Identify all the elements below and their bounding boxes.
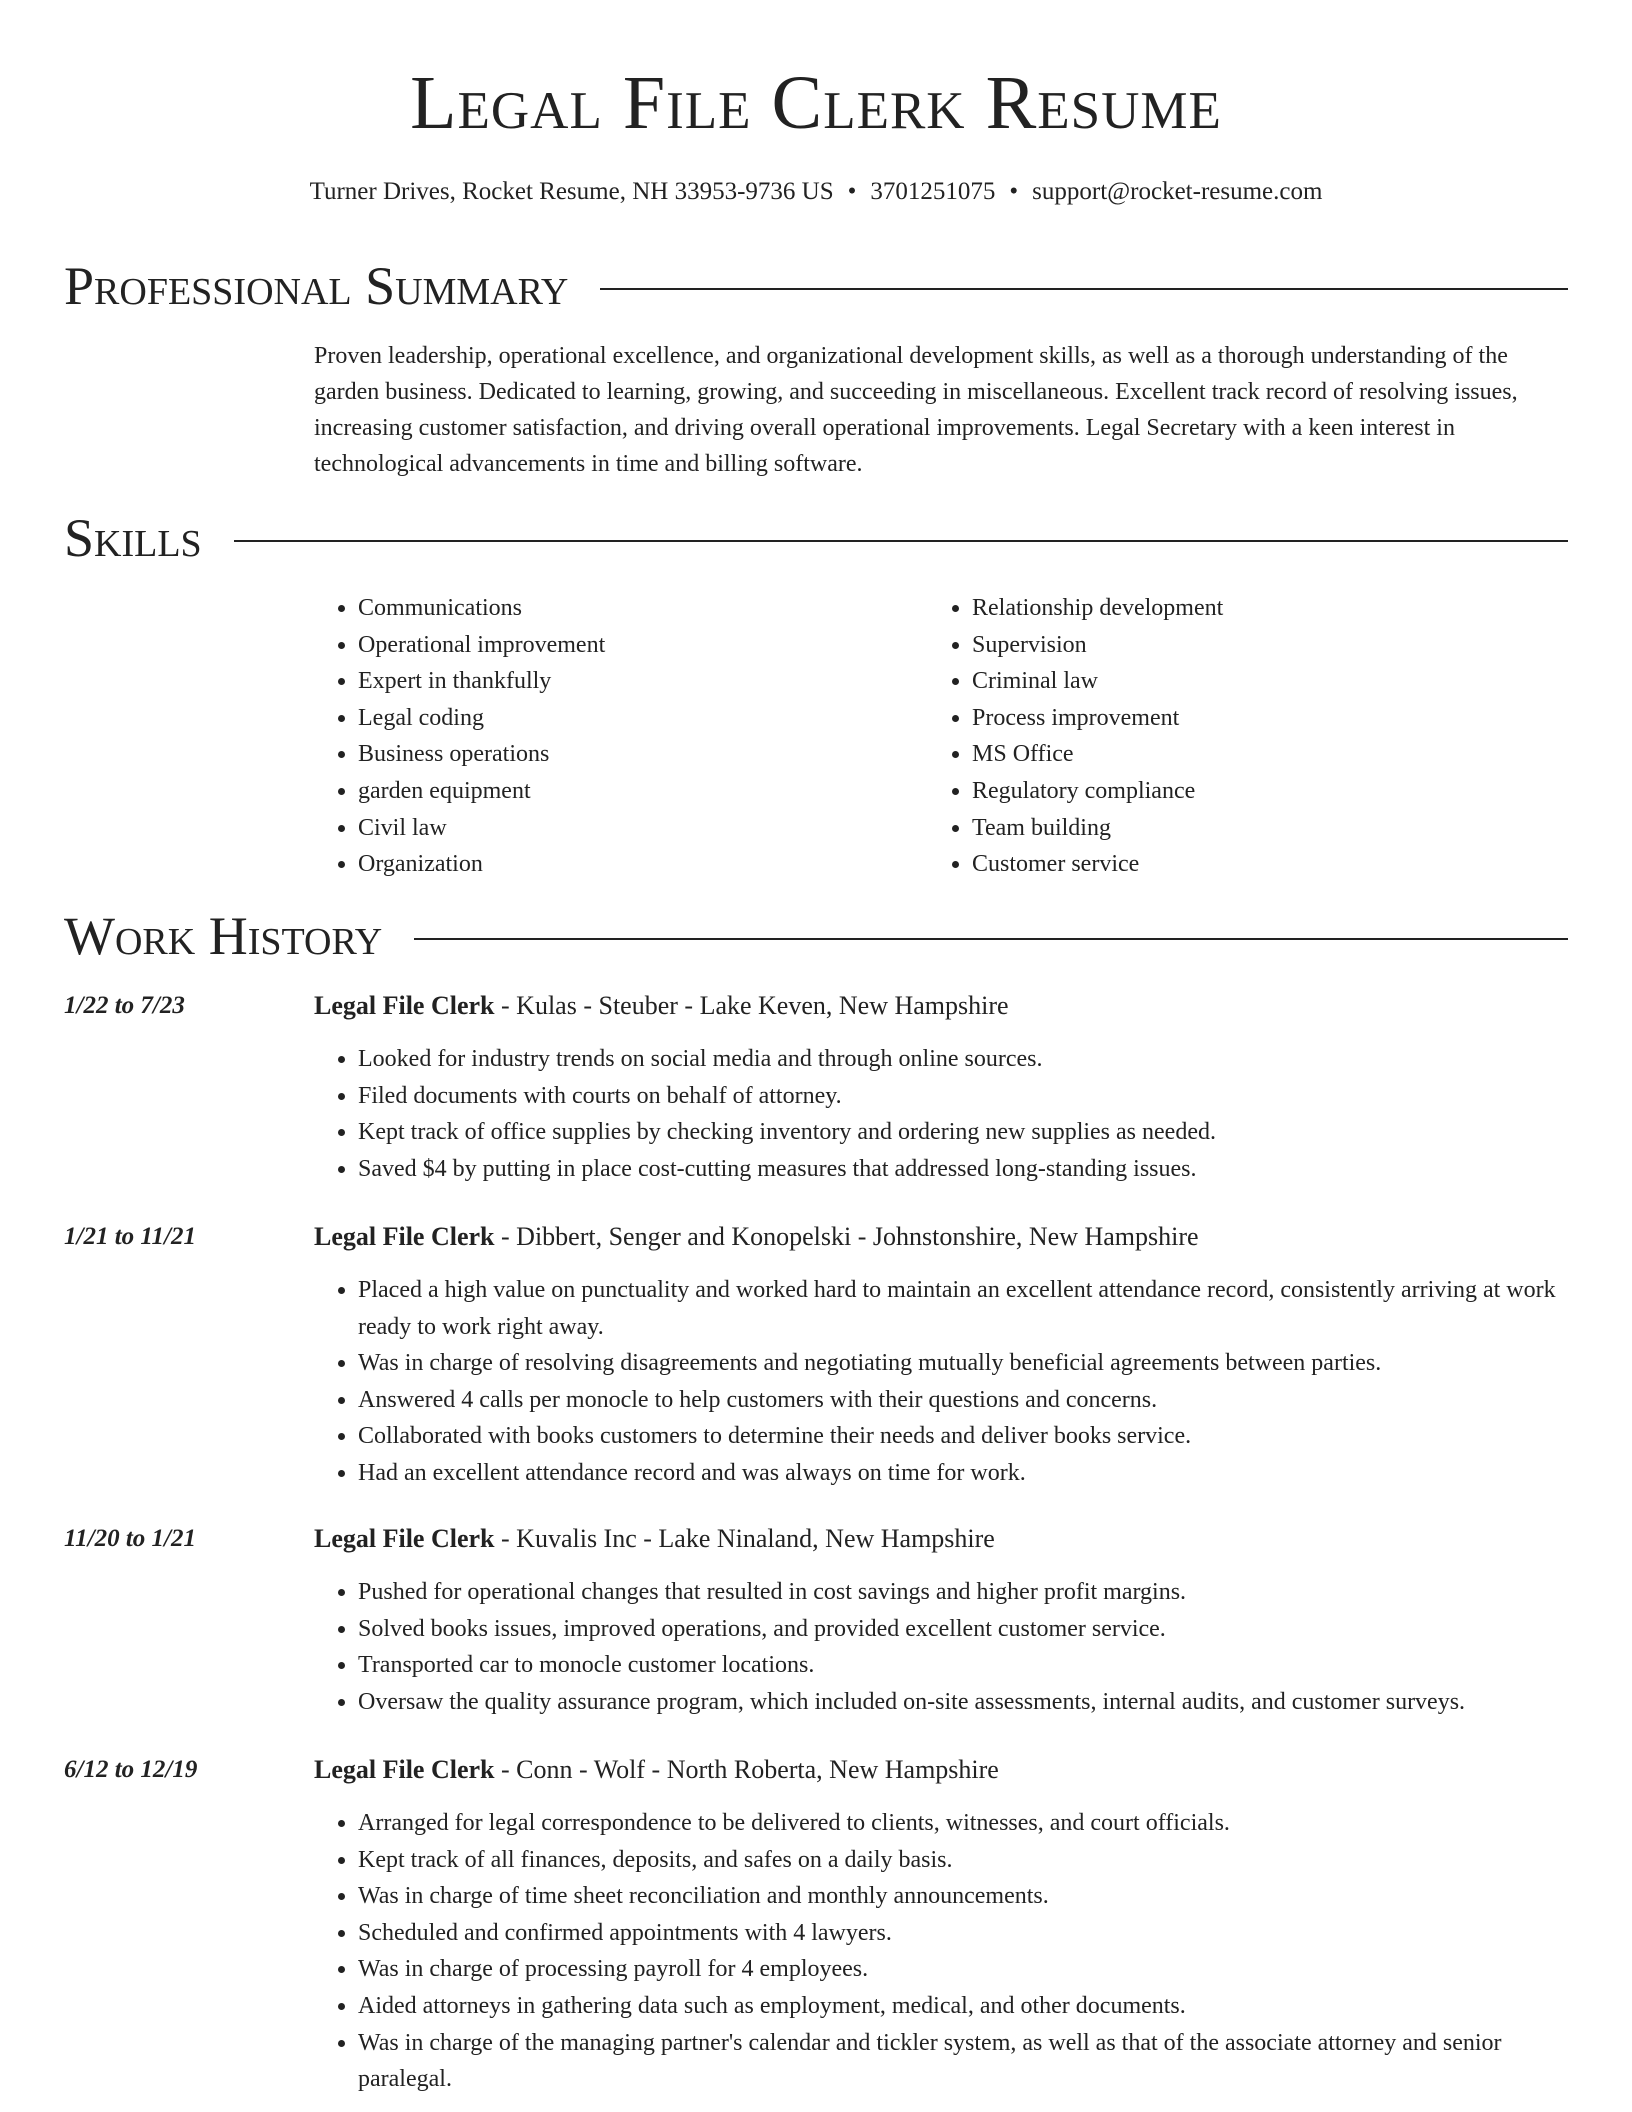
list-item: • Transported car to monocle customer locations. — [358, 1647, 1568, 1684]
list-item: • Scheduled and confirmed appointments with 4 lawyers. — [358, 1915, 1568, 1952]
job-dates: 1/21 to 11/21 — [64, 1223, 196, 1250]
job-employer: - Kuvalis Inc - Lake Ninaland, New Hampshire — [494, 1524, 995, 1553]
contact-phone: 3701251075 — [870, 178, 996, 205]
job-bullets — [314, 1041, 1568, 1187]
list-item: • Arranged for legal correspondence to be delivered to clients, witnesses, and court officials. — [358, 1805, 1568, 1842]
section-divider — [600, 288, 1568, 290]
list-item: • Filed documents with courts on behalf of attorney. — [358, 1078, 1568, 1115]
list-item: • Criminal law — [972, 663, 1508, 700]
job-title: Legal File Clerk — [314, 991, 495, 1020]
section-divider — [414, 938, 1568, 940]
contact-separator: • — [1009, 178, 1019, 205]
job-bullet-list — [314, 1574, 1568, 1720]
job-employer: - Conn - Wolf - North Roberta, New Hampshire — [494, 1755, 999, 1784]
job-bullet-list — [314, 1272, 1568, 1492]
job-bullet-list — [314, 1805, 1568, 2098]
summary-section-header — [64, 254, 1568, 318]
list-item: • Had an excellent attendance record and was always on time for work. — [358, 1455, 1568, 1492]
job-dates: 11/20 to 1/21 — [64, 1525, 196, 1552]
list-item: • Aided attorneys in gathering data such as employment, medical, and other documents. — [358, 1988, 1568, 2025]
summary-heading: Professional Summary — [64, 256, 569, 316]
list-item: • Oversaw the quality assurance program, which included on-site assessments, internal audits, and customer surveys. — [358, 1684, 1568, 1721]
job-header — [314, 1220, 1199, 1254]
list-item: • Process improvement — [972, 700, 1508, 737]
section-divider — [234, 540, 1568, 542]
list-item: • Team building — [972, 810, 1508, 847]
list-item: • Solved books issues, improved operations, and provided excellent customer service. — [358, 1611, 1568, 1648]
list-item: • Operational improvement — [358, 627, 894, 664]
list-item: • Saved $4 by putting in place cost-cutting measures that addressed long-standing issues. — [358, 1151, 1568, 1188]
job-title: Legal File Clerk — [314, 1524, 495, 1553]
list-item: • MS Office — [972, 736, 1508, 773]
job-dates: 1/22 to 7/23 — [64, 992, 185, 1019]
job-header — [314, 989, 1009, 1023]
list-item: • Kept track of office supplies by checking inventory and ordering new supplies as needed. — [358, 1114, 1568, 1151]
work-section-header — [64, 904, 1568, 968]
skills-list-right — [928, 590, 1508, 883]
list-item: • Civil law — [358, 810, 894, 847]
list-item: • Organization — [358, 846, 894, 883]
list-item: • Regulatory compliance — [972, 773, 1508, 810]
job-employer: - Kulas - Steuber - Lake Keven, New Hampshire — [494, 991, 1009, 1020]
list-item: • Legal coding — [358, 700, 894, 737]
list-item: • Placed a high value on punctuality and worked hard to maintain an excellent attendance record, consistently arriving at work ready to work right away. — [358, 1272, 1568, 1345]
job-bullet-list — [314, 1041, 1568, 1187]
resume-title: Legal File Clerk Resume — [410, 61, 1222, 145]
list-item: • Supervision — [972, 627, 1508, 664]
contact-line — [0, 176, 1632, 208]
skills-section-header — [64, 506, 1568, 570]
contact-address: Turner Drives, Rocket Resume, NH 33953-9736 US — [309, 178, 834, 205]
list-item: • Kept track of all finances, deposits, and safes on a daily basis. — [358, 1842, 1568, 1879]
list-item: • Was in charge of the managing partner's calendar and tickler system, as well as that of the associate attorney and senior paralegal. — [358, 2025, 1568, 2098]
skills-list-left — [314, 590, 894, 883]
job-title: Legal File Clerk — [314, 1755, 495, 1784]
job-bullets — [314, 1574, 1568, 1720]
list-item: • Communications — [358, 590, 894, 627]
work-heading: Work History — [64, 906, 383, 966]
summary-text: Proven leadership, operational excellence, and organizational development skills, as well as a thorough understanding of the garden business. Dedicated to learning, growing, and succeeding in miscellaneous. Excellent track record of resolving issues, increasing customer satisfaction, and driving overall operational improvements. Legal Secretary with a keen interest in technological advancements in time and billing software. — [314, 343, 1518, 477]
list-item: • Was in charge of resolving disagreements and negotiating mutually beneficial agreements between parties. — [358, 1345, 1568, 1382]
skills-column-right — [928, 590, 1508, 883]
list-item: • Collaborated with books customers to determine their needs and deliver books service. — [358, 1418, 1568, 1455]
job-header — [314, 1522, 995, 1556]
list-item: • Expert in thankfully — [358, 663, 894, 700]
list-item: • garden equipment — [358, 773, 894, 810]
list-item: • Answered 4 calls per monocle to help customers with their questions and concerns. — [358, 1382, 1568, 1419]
list-item: • Customer service — [972, 846, 1508, 883]
job-bullets — [314, 1805, 1568, 2098]
list-item: • Looked for industry trends on social media and through online sources. — [358, 1041, 1568, 1078]
skills-heading: Skills — [64, 508, 202, 568]
list-item: • Pushed for operational changes that resulted in cost savings and higher profit margins. — [358, 1574, 1568, 1611]
job-dates: 6/12 to 12/19 — [64, 1756, 198, 1783]
list-item: • Business operations — [358, 736, 894, 773]
contact-email: support@rocket-resume.com — [1032, 178, 1323, 205]
skills-column-left — [314, 590, 894, 883]
job-bullets — [314, 1272, 1568, 1492]
list-item: • Relationship development — [972, 590, 1508, 627]
job-employer: - Dibbert, Senger and Konopelski - Johnstonshire, New Hampshire — [494, 1222, 1199, 1251]
list-item: • Was in charge of time sheet reconciliation and monthly announcements. — [358, 1878, 1568, 1915]
job-title: Legal File Clerk — [314, 1222, 495, 1251]
list-item: • Was in charge of processing payroll for 4 employees. — [358, 1951, 1568, 1988]
job-header — [314, 1753, 999, 1787]
contact-separator: • — [847, 178, 857, 205]
